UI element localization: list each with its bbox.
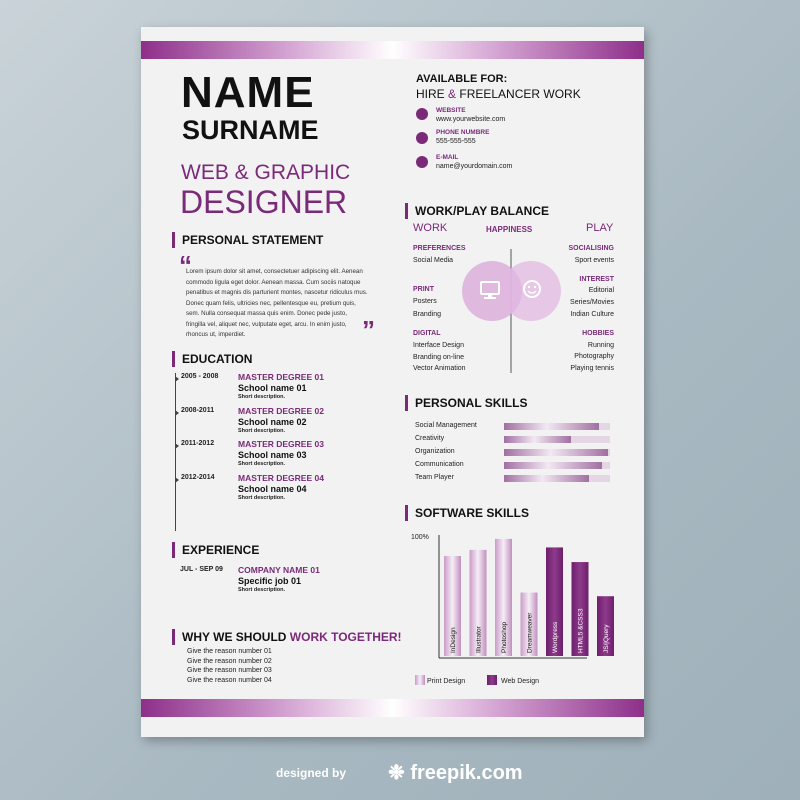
play-label: PLAY (586, 222, 614, 234)
top-decorative-band (141, 41, 644, 59)
legend-web-swatch (487, 675, 497, 685)
phone-dot-icon (416, 132, 428, 144)
email-label: E-MAIL (436, 154, 459, 161)
reason-item: Give the reason number 03 (187, 667, 272, 675)
email-value: name@yourdomain.com (436, 163, 513, 170)
wp-right-item: Editorial (588, 287, 614, 294)
education-degree: MASTER DEGREE 04 (238, 473, 324, 483)
personal-statement-heading: PERSONAL STATEMENT (172, 232, 323, 248)
role-line-1: WEB & GRAPHIC (181, 161, 351, 184)
timeline-arrow-icon (175, 376, 179, 382)
education-years: 2012-2014 (181, 474, 215, 481)
bar-label: Photoshop (501, 621, 508, 653)
education-years: 2011-2012 (181, 440, 215, 447)
skill-label: Team Player (415, 474, 454, 481)
software-skills-chart (409, 527, 619, 689)
wp-right-category: HOBBIES (582, 330, 614, 337)
why-heading-highlight: WORK TOGETHER! (289, 630, 402, 644)
wp-right-item: Series/Movies (570, 299, 614, 306)
wp-left-category: DIGITAL (413, 330, 441, 337)
wp-right-category: INTEREST (579, 276, 614, 283)
bar-label: JS/jQuery (603, 624, 610, 653)
education-school: School name 04 (238, 484, 307, 494)
wp-right-item: Playing tennis (570, 365, 614, 372)
skill-bar-fill (504, 462, 602, 469)
skill-label: Organization (415, 448, 455, 455)
wp-right-item: Running (587, 342, 614, 349)
experience-description: Short description. (238, 587, 286, 593)
reason-item: Give the reason number 02 (187, 657, 272, 665)
education-school: School name 01 (238, 383, 307, 393)
experience-job: Specific job 01 (238, 576, 302, 586)
skill-bar-fill (504, 423, 599, 430)
education-degree: MASTER DEGREE 02 (238, 406, 324, 416)
timeline-arrow-icon (175, 410, 179, 416)
experience-heading: EXPERIENCE (172, 542, 259, 558)
education-description: Short description. (238, 428, 286, 434)
experience-period: JUL - SEP 09 (180, 566, 223, 573)
skill-bar-fill (504, 436, 571, 443)
website-label: WEBSITE (436, 107, 466, 114)
education-description: Short description. (238, 394, 286, 400)
education-years: 2008-2011 (181, 407, 215, 414)
experience-company: COMPANY NAME 01 (238, 565, 320, 575)
skill-label: Communication (415, 461, 464, 468)
skill-bar-fill (504, 475, 589, 482)
skill-bar-track (504, 475, 610, 482)
skill-bar-fill (504, 449, 608, 456)
resume-page (141, 27, 644, 737)
personal-skills-heading: PERSONAL SKILLS (405, 395, 527, 411)
availability-sub-b: FREELANCER WORK (456, 87, 581, 101)
y-axis-tick-label: 100% (411, 534, 429, 541)
phone-value: 555-555-555 (436, 138, 476, 145)
reason-item: Give the reason number 01 (187, 648, 272, 655)
wp-left-item: Branding on-line (413, 354, 464, 361)
wp-right-item: Photography (574, 353, 614, 360)
happiness-label: HAPPINESS (486, 225, 533, 234)
surname-heading: SURNAME (182, 115, 319, 145)
wp-left-category: PRINT (413, 286, 434, 293)
role-line-2: DESIGNER (180, 184, 348, 220)
open-quote-icon: “ (179, 250, 192, 280)
education-school: School name 03 (238, 450, 307, 460)
education-description: Short description. (238, 461, 286, 467)
work-label: WORK (413, 222, 448, 234)
timeline-arrow-icon (175, 477, 179, 483)
education-description: Short description. (238, 495, 286, 501)
bar-label: Wordpress (552, 621, 559, 653)
why-heading-prefix: WHY WE SHOULD (182, 630, 290, 644)
availability-heading: AVAILABLE FOR: (416, 73, 508, 85)
education-degree: MASTER DEGREE 03 (238, 439, 324, 449)
wp-right-item: Indian Culture (570, 311, 614, 318)
website-value: www.yourwebsite.com (436, 116, 506, 123)
freepik-logo: ❉ freepik.com (388, 762, 523, 784)
wp-left-item: Branding (413, 311, 442, 318)
wp-left-item: Posters (413, 298, 437, 305)
designed-by-text: designed by (276, 766, 347, 780)
wp-left-item: Vector Animation (413, 365, 466, 372)
bottom-decorative-band (141, 699, 644, 717)
wp-left-item: Interface Design (413, 342, 464, 349)
skill-bar-track (504, 436, 610, 443)
website-dot-icon (416, 108, 428, 120)
education-timeline (175, 373, 176, 531)
wp-right-item: Sport events (574, 257, 614, 264)
wp-left-item: Social Media (413, 257, 454, 264)
email-dot-icon (416, 156, 428, 168)
education-years: 2005 - 2008 (181, 373, 219, 380)
legend-web-label: Web Design (501, 678, 540, 685)
work-play-heading: WORK/PLAY BALANCE (405, 203, 549, 219)
skill-bar-track (504, 423, 610, 430)
education-degree: MASTER DEGREE 01 (238, 372, 324, 382)
bar-label: HTML5 &CSS3 (577, 608, 585, 653)
phone-label: PHONE NUMBRE (436, 129, 490, 136)
education-heading: EDUCATION (172, 351, 252, 367)
skill-bar-track (504, 462, 610, 469)
skill-bar-track (504, 449, 610, 456)
availability-ampersand: & (448, 87, 457, 101)
reasons-list (187, 647, 272, 685)
reason-item: Give the reason number 04 (187, 676, 272, 684)
name-heading: NAME (181, 68, 315, 117)
skill-label: Creativity (415, 435, 445, 442)
availability-subheading (416, 87, 581, 101)
skill-label: Social Management (415, 422, 477, 429)
wp-left-category: PREFERENCES (413, 245, 466, 252)
education-school: School name 02 (238, 417, 307, 427)
bar-label: InDesign (450, 627, 457, 653)
legend-print-label: Print Design (427, 678, 466, 685)
software-skills-heading: SOFTWARE SKILLS (405, 505, 529, 521)
timeline-arrow-icon (175, 443, 179, 449)
bar-label: Dreamweaver (526, 612, 534, 653)
personal-statement-text: Lorem ipsum dolor sit amet, consectetuer adipiscing elit. Aenean commodo ligula eget dolor. Aenean massa. Cum sociis natoque penatibus et magnis dis parturient montes, nascetur ridiculus mus. Donec quam felis, ultricies nec, pellentesque eu, pretium quis, sem. Nulla consequat massa quis enim. Donec pede justo, fringilla vel, aliquet nec, vulputate eget, arcu. In enim justo, rhoncus ut, imperdiet. (186, 268, 368, 338)
bar-label: Illustrator (475, 626, 483, 653)
availability-sub-a: HIRE (416, 87, 449, 101)
close-quote-icon: ” (362, 315, 375, 345)
legend-print-swatch (415, 675, 425, 685)
wp-right-category: SOCIALISING (568, 245, 614, 252)
why-heading (172, 629, 402, 645)
